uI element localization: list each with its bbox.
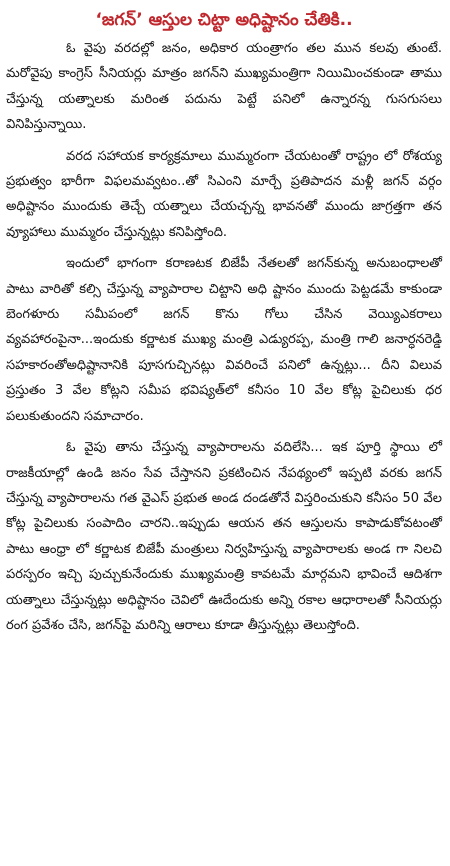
article-paragraph-2: వరద సహాయక కార్యక్రమాలు ముమ్మరంగా చేయటంతో రాష్ట్రం లో రోశయ్య ప్రభుత్వం భారీగా విఫలమవ్వటం..తో సిఎంని మార్చే ప్రతిపాదన మళ్లీ జగన్ వర్గం అధిష్టానం ముందుకు తెచ్చే యత్నాలు చేయచ్చన్న భావనతో ముందు జాగ్రత్తగా తన వ్యూహాలు ముమ్మరం చేస్తున్నట్లు కనిపిస్తోంది. — [6, 148, 442, 240]
article-headline: ‘జగన్’ ఆస్తుల చిట్టా అధిష్టానం చేతికి.. — [95, 10, 353, 30]
article-paragraph-1: ఓ వైపు వరదల్లో జనం, అధికార యంత్రాగం తల మున కలవు తుంటే. మరోవైపు కాంగ్రెస్ సీనియర్లు మాత్రం జగన్‌ని ముఖ్యమంత్రిగా నియిమించకుండా తాము చేస్తున్న యత్నాలకు మరింత పదును పెట్టే పనిలో ఉన్నారన్న గుసగుసలు వినిపిస్తున్నాయి. — [6, 41, 442, 133]
article-paragraph-3: ఇందులో భాగంగా కరాణటక బిజేపీ నేతలతో జగన్‌కున్న అనుబంధాలతో పాటు వారితో కల్సి చేస్తున్న వ్యాపారాల చిట్టాని అధి ష్టానం ముందు పెట్టడమే కాకుండా బెంగళూరు సమీపంలో జగన్ కొను గోలు చేసిన వెయ్యిఎకరాలు వ్యవహారంపైనా...ఇందుకు కర్ణాటక ముఖ్య మంత్రి ఎడ్యురప్ప, మంత్రి గాలి జనార్ధనరెడ్డి సహకారంతోఅధిష్టానానికి పూసగుచ్చినట్లు వివరించే పనిలో ఉన్నట్లు... దీని విలువ ప్రస్తుతం 3 వేల కోట్లని సమీప భవిష్యత్‌లో కనీసం 10 వేల కోట్ల పైచిలుకు ధర పలుకుతుందని సమాచారం. — [6, 256, 442, 424]
article-paragraph-4: ఓ వైపు తాను చేస్తున్న వ్యాపారాలను వదిలేసి... ఇక పూర్తి స్థాయి లో రాజకీయాల్లో ఉండి జనం సేవ చేస్తానని ప్రకటించిన నేపథ్యంలో ఇప్పటి వరకు జగన్ చేస్తున్న వ్యాపారాలను గత వైఎస్ ప్రభుత అండ దండతోనే విస్తరించుకుని కనీసం 50 వేల కోట్ల పైచిలుకు సంపాదిం చారని..ఇప్పుడు ఆయన తన ఆస్తులను కాపాడుకోవటంతో పాటు ఆంధ్రా లో కర్ణాటక బిజేపీ మంత్రులు నిర్వహిస్తున్న వ్యాపారాలకు అండ గా నిలచి పరస్పరం ఇచ్చి పుచ్చుకునేందుకు ముఖ్యమంత్రి కావటమే మార్గమని భావించే ఆదిశగా యత్నాలు చేస్తున్నట్లు అధిష్టానం చెవిలో ఊదేందుకు అన్ని రకాల ఆధారాలతో సీనియర్లు రంగ ప్రవేశం చేసి, జగన్‌పై మరిన్ని ఆరాలు కూడా తీస్తున్నట్లు తెలుస్తోంది. — [6, 440, 442, 633]
